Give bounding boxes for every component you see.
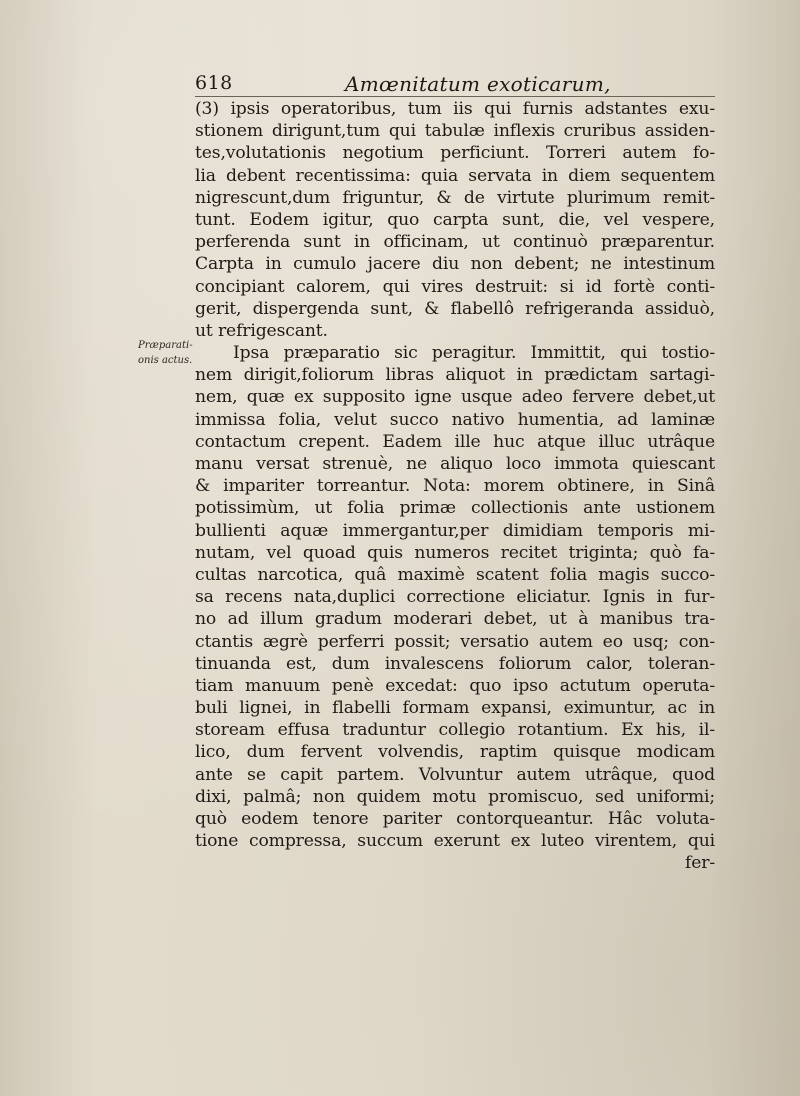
text-line: stoream effusa traduntur collegio rotantium. Ex his, il- — [195, 720, 715, 741]
text-line: bullienti aquæ immergantur,per dimidiam temporis mi- — [195, 520, 715, 541]
page-number: 618 — [195, 72, 233, 94]
running-title: Amœnitatum exoticarum, — [345, 72, 611, 96]
text-line: Carpta in cumulo jacere diu non debent; ne intestinum — [195, 254, 715, 275]
text-line: ante se capit partem. Volvuntur autem utrâque, quod — [195, 764, 715, 785]
text-line: stionem dirigunt,tum qui tabulæ inflexis cruribus assiden- — [195, 121, 715, 142]
text-line: concipiant calorem, qui vires destruit: si id fortè conti- — [195, 276, 715, 297]
text-line: nem, quæ ex supposito igne usque adeo fervere debet,ut — [195, 387, 715, 408]
text-line: tunt. Eodem igitur, quo carpta sunt, die, vel vespere, — [195, 209, 715, 230]
text-line: quò eodem tenore pariter contorqueantur. Hâc voluta- — [195, 809, 715, 829]
text-line: sa recens nata,duplici correctione eliciatur. Ignis in fur- — [195, 587, 715, 608]
text-line: lia debent recentissima: quia servata in diem sequentem — [195, 165, 715, 186]
text-line: no ad illum gradum moderari debet, ut à manibus tra- — [195, 609, 715, 630]
text-line: perferenda sunt in officinam, ut continuò præparentur. — [195, 232, 715, 253]
text-line: tes,volutationis negotium perficiunt. Torreri autem fo- — [195, 143, 715, 164]
text-line: dixi, palmâ; non quidem motu promiscuo, sed uniformi; — [195, 786, 715, 807]
text-line: nigrescunt,dum friguntur, & de virtute plurimum remit- — [195, 187, 715, 208]
text-line: cultas narcotica, quâ maximè scatent folia magis succo- — [195, 564, 715, 585]
text-line: immissa folia, velut succo nativo humentia, ad laminæ — [195, 409, 715, 430]
catchword: fer- — [685, 853, 715, 874]
marginal-note-line: onis actus. — [138, 355, 193, 366]
text-line: nem dirigit,foliorum libras aliquot in prædictam sartagi- — [195, 365, 715, 386]
text-line: buli lignei, in flabelli formam expansi, eximuntur, ac in — [195, 698, 715, 719]
text-line: & impariter torreantur. Nota: morem obtinere, in Sinâ — [195, 476, 715, 497]
text-line: tiam manuum penè excedat: quo ipso actutum operuta- — [195, 675, 715, 696]
body-text — [195, 98, 715, 875]
running-head — [195, 72, 715, 97]
text-line: contactum crepent. Eadem ille huc atque illuc utrâque — [195, 431, 715, 452]
text-line: Ipsa præparatio sic peragitur. Immittit, qui tostio- — [233, 343, 715, 364]
text-line: ctantis ægrè perferri possit; versatio autem eo usq; con- — [195, 631, 715, 652]
text-line: potissimùm, ut folia primæ collectionis ante ustionem — [195, 498, 715, 519]
text-line: (3) ipsis operatoribus, tum iis qui furnis adstantes exu- — [195, 99, 715, 119]
text-line: manu versat strenuè, ne aliquo loco immota quiescant — [195, 454, 715, 474]
marginal-note-line: Præparati- — [138, 340, 193, 351]
marginal-note — [138, 338, 196, 368]
text-line: tinuanda est, dum invalescens foliorum calor, toleran- — [195, 653, 715, 674]
text-line: lico, dum fervent volvendis, raptim quisque modicam — [195, 742, 715, 763]
text-line: gerit, dispergenda sunt, & flabellô refrigeranda assiduò, — [195, 298, 715, 319]
text-line: nutam, vel quoad quis numeros recitet triginta; quò fa- — [195, 542, 715, 563]
text-line: tione compressa, succum exerunt ex luteo virentem, qui — [195, 831, 715, 852]
text-line: ut refrigescant. — [195, 320, 328, 341]
